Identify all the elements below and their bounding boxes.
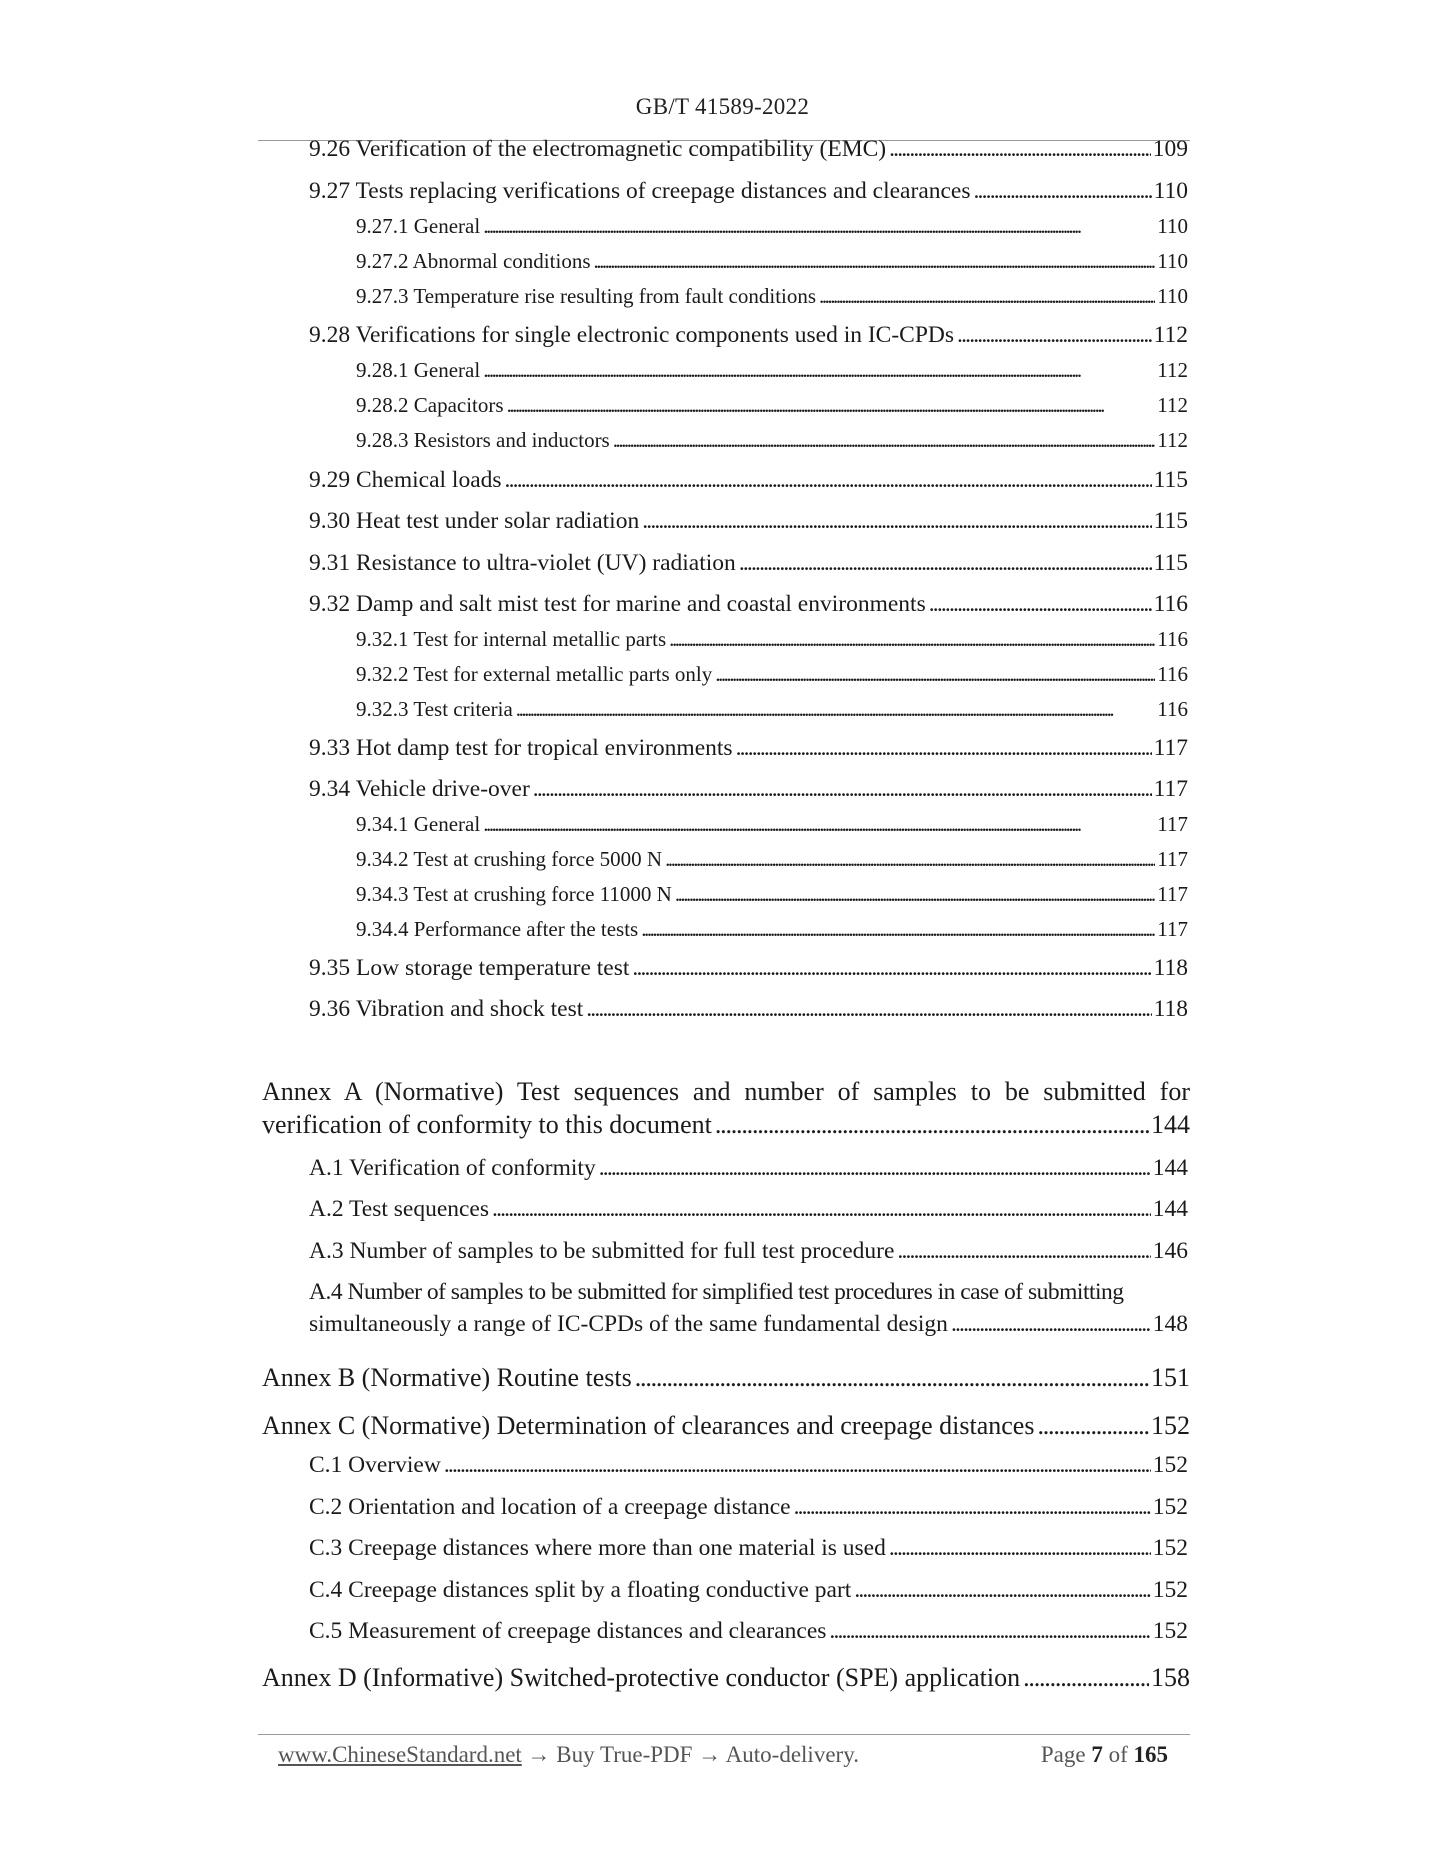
total-pages: 165 xyxy=(1133,1742,1168,1767)
toc-entry[interactable]: 9.34.2 Test at crushing force 5000 N . . . 117 xyxy=(356,847,1188,872)
leader-dots xyxy=(586,996,1151,1023)
toc-entry[interactable]: 9.34 Vehicle drive-over . . . 117 xyxy=(309,776,1188,803)
toc-entry[interactable]: C.1 Overview . . . 152 xyxy=(309,1452,1188,1479)
leader-dots xyxy=(641,917,1155,942)
leader-dots xyxy=(1037,1411,1149,1441)
leader-dots xyxy=(533,776,1152,803)
toc-entry[interactable]: 9.28.2 Capacitors . . . 112 xyxy=(356,393,1188,418)
footer-rule xyxy=(258,1734,1190,1735)
leader-dots xyxy=(599,1155,1151,1182)
leader-dots xyxy=(854,1577,1150,1604)
arrow-right-icon: → xyxy=(527,1742,551,1767)
toc-entry[interactable]: 9.34.1 General . . . 117 xyxy=(356,812,1188,837)
leader-dots xyxy=(951,1311,1151,1338)
toc-entry[interactable]: 9.32.2 Test for external metallic parts only . . . 116 xyxy=(356,662,1188,687)
toc-entry[interactable]: 9.27.2 Abnormal conditions . . . 110 xyxy=(356,249,1188,274)
leader-dots xyxy=(669,627,1155,652)
leader-dots xyxy=(505,467,1152,494)
toc-annex-entry[interactable]: Annex D (Informative) Switched-protective conductor (SPE) application . . . 158 xyxy=(262,1663,1190,1693)
toc-entry[interactable]: 9.27 Tests replacing verifications of creepage distances and clearances . . . 110 xyxy=(309,178,1188,205)
toc-entry[interactable]: 9.35 Low storage temperature test . . . 118 xyxy=(309,955,1188,982)
leader-dots xyxy=(819,284,1155,309)
leader-dots xyxy=(444,1452,1151,1479)
toc-annex-entry[interactable]: Annex B (Normative) Routine tests . . . 151 xyxy=(262,1363,1190,1393)
toc-entry[interactable]: 9.30 Heat test under solar radiation . . . 115 xyxy=(309,508,1188,535)
annex-a-line-1: Annex A (Normative) Test sequences and number of samples to be submitted for xyxy=(262,1077,1190,1106)
leader-dots xyxy=(736,735,1152,762)
a4-line-1: A.4 Number of samples to be submitted for simplified test procedures in case of submitting xyxy=(309,1279,1124,1305)
leader-dots xyxy=(594,249,1156,274)
leader-dots xyxy=(889,1535,1151,1562)
site-link[interactable]: www.ChineseStandard.net xyxy=(278,1742,522,1767)
leader-dots xyxy=(642,508,1151,535)
leader-dots xyxy=(507,393,1156,418)
leader-dots xyxy=(829,1618,1150,1645)
buy-pdf-text: Buy True-PDF xyxy=(556,1742,693,1767)
toc-entry[interactable]: 9.32.3 Test criteria . . . 116 xyxy=(356,697,1188,722)
footer-promo xyxy=(278,1742,859,1768)
leader-dots xyxy=(665,847,1155,872)
leader-dots xyxy=(929,591,1152,618)
leader-dots xyxy=(483,812,1155,837)
leader-dots xyxy=(739,550,1152,577)
a4-line-2: simultaneously a range of IC-CPDs of the same fundamental design . . . 148 xyxy=(309,1311,1188,1338)
toc-entry[interactable]: 9.27.3 Temperature rise resulting from fault conditions . . . 110 xyxy=(356,284,1188,309)
toc-entry[interactable]: 9.26 Verification of the electromagnetic compatibility (EMC) . . . 109 xyxy=(309,136,1188,163)
leader-dots xyxy=(492,1196,1151,1223)
leader-dots xyxy=(794,1494,1151,1521)
toc-entry[interactable]: 9.33 Hot damp test for tropical environments . . . 117 xyxy=(309,735,1188,762)
leader-dots xyxy=(957,322,1152,349)
leader-dots xyxy=(483,214,1155,239)
toc-annex-entry[interactable]: Annex C (Normative) Determination of clearances and creepage distances . . . 152 xyxy=(262,1411,1190,1441)
page-header: GB/T 41589-2022 xyxy=(635,94,810,119)
toc-entry[interactable]: 9.29 Chemical loads . . . 115 xyxy=(309,467,1188,494)
leader-dots xyxy=(483,358,1155,383)
toc-entry[interactable]: 9.28 Verifications for single electronic components used in IC-CPDs . . . 112 xyxy=(309,322,1188,349)
leader-dots xyxy=(897,1238,1150,1265)
toc-entry[interactable]: C.4 Creepage distances split by a floating conductive part . . . 152 xyxy=(309,1577,1188,1604)
toc-entry[interactable]: 9.31 Resistance to ultra-violet (UV) radiation . . . 115 xyxy=(309,550,1188,577)
leader-dots xyxy=(889,136,1151,163)
leader-dots xyxy=(675,882,1155,907)
toc-entry[interactable]: 9.32.1 Test for internal metallic parts . . . 116 xyxy=(356,627,1188,652)
toc-entry[interactable]: A.1 Verification of conformity . . . 144 xyxy=(309,1155,1188,1182)
page-footer xyxy=(278,1742,1178,1776)
current-page: 7 xyxy=(1091,1742,1103,1767)
toc-entry[interactable]: C.2 Orientation and location of a creepage distance . . . 152 xyxy=(309,1494,1188,1521)
leader-dots xyxy=(715,1110,1149,1140)
page-number: Page 7 of 165 xyxy=(1040,1742,1168,1767)
leader-dots xyxy=(715,662,1155,687)
annex-a-line-2: verification of conformity to this document . . . 144 xyxy=(262,1110,1190,1140)
arrow-right-icon: → xyxy=(698,1742,722,1767)
toc-entry[interactable]: A.3 Number of samples to be submitted for full test procedure . . . 146 xyxy=(309,1238,1188,1265)
toc-entry[interactable]: 9.36 Vibration and shock test . . . 118 xyxy=(309,996,1188,1023)
toc-entry[interactable]: C.3 Creepage distances where more than one material is used . . . 152 xyxy=(309,1535,1188,1562)
leader-dots xyxy=(632,955,1151,982)
toc-entry[interactable]: 9.32 Damp and salt mist test for marine and coastal environments . . . 116 xyxy=(309,591,1188,618)
leader-dots xyxy=(516,697,1156,722)
leader-dots xyxy=(974,178,1152,205)
toc-entry[interactable]: C.5 Measurement of creepage distances and clearances . . . 152 xyxy=(309,1618,1188,1645)
toc-entry[interactable]: 9.27.1 General . . . 110 xyxy=(356,214,1188,239)
toc-entry[interactable]: 9.28.3 Resistors and inductors . . . 112 xyxy=(356,428,1188,453)
toc-entry[interactable]: 9.34.4 Performance after the tests . . . 117 xyxy=(356,917,1188,942)
toc-entry[interactable]: A.2 Test sequences . . . 144 xyxy=(309,1196,1188,1223)
toc-entry[interactable]: 9.34.3 Test at crushing force 11000 N . . . 117 xyxy=(356,882,1188,907)
auto-delivery-text: Auto-delivery. xyxy=(725,1742,859,1767)
leader-dots xyxy=(1023,1663,1149,1693)
toc-entry[interactable]: 9.28.1 General . . . 112 xyxy=(356,358,1188,383)
toc-entry-multiline[interactable] xyxy=(309,1279,1188,1338)
leader-dots xyxy=(635,1363,1149,1393)
leader-dots xyxy=(613,428,1156,453)
toc-annex-entry[interactable] xyxy=(262,1077,1190,1140)
